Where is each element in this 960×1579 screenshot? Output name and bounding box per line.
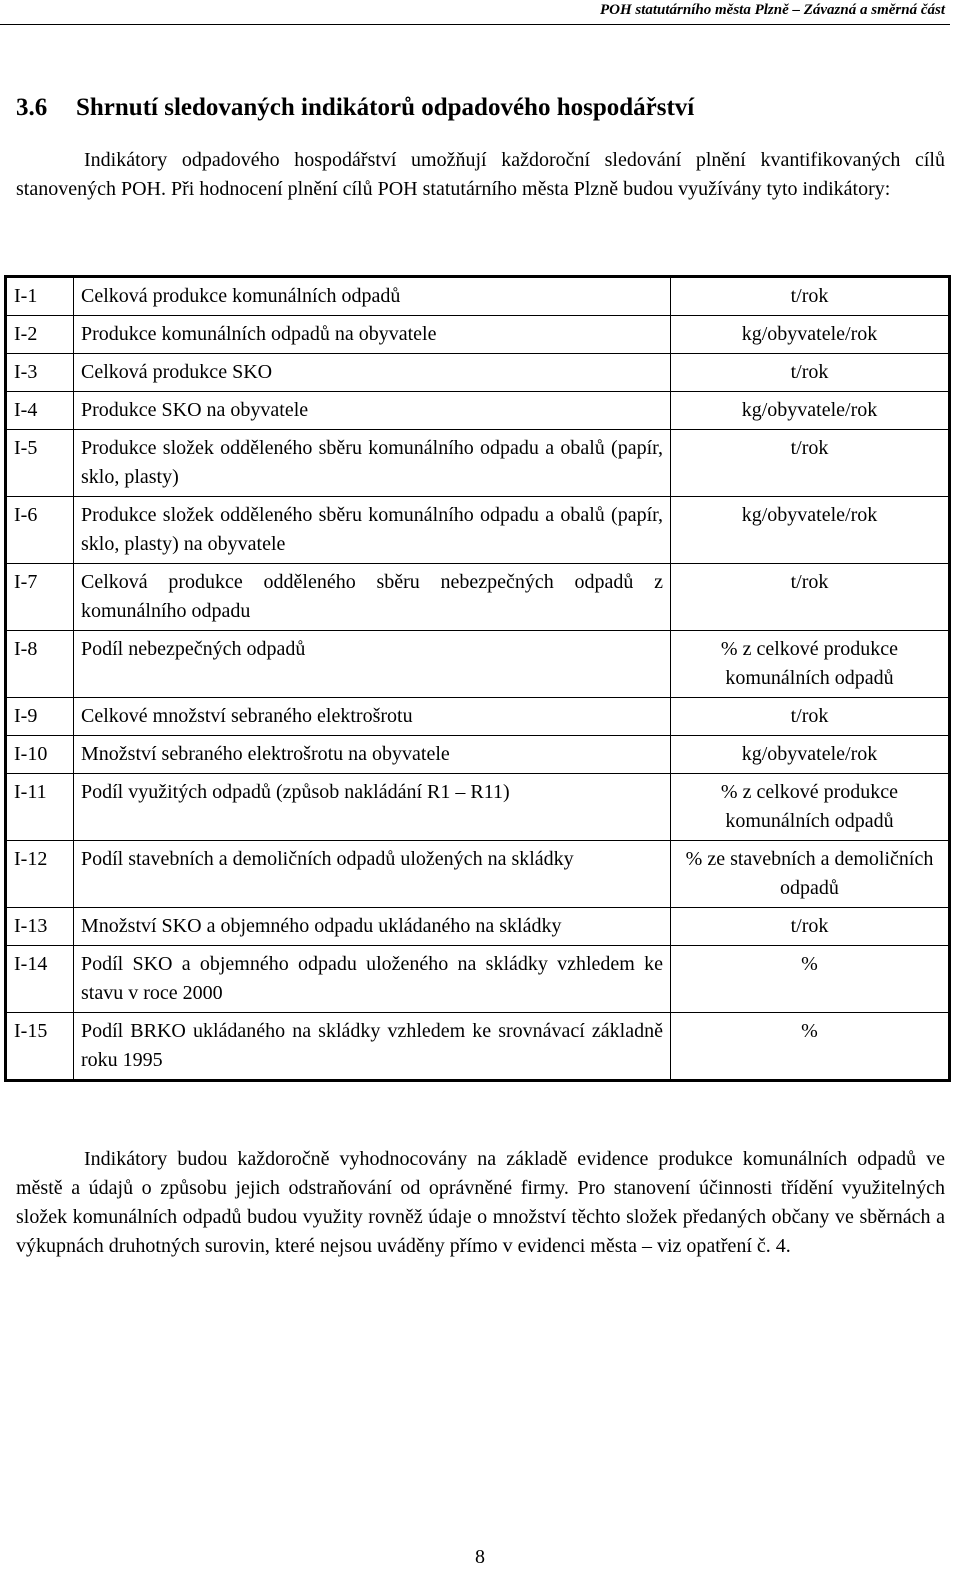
indicator-description: Produkce komunálních odpadů na obyvatele xyxy=(74,316,671,354)
indicator-code: I-1 xyxy=(6,277,74,316)
indicator-unit: kg/obyvatele/rok xyxy=(671,497,950,564)
indicator-unit: t/rok xyxy=(671,698,950,736)
indicator-code: I-11 xyxy=(6,774,74,841)
indicator-unit: % ze stavebních a demoličních odpadů xyxy=(671,841,950,908)
indicators-table xyxy=(4,275,951,1082)
indicator-row xyxy=(6,908,950,946)
indicator-row xyxy=(6,430,950,497)
indicator-unit: kg/obyvatele/rok xyxy=(671,392,950,430)
indicator-unit: kg/obyvatele/rok xyxy=(671,736,950,774)
indicator-unit: t/rok xyxy=(671,564,950,631)
indicator-code: I-3 xyxy=(6,354,74,392)
intro-paragraph xyxy=(16,146,945,204)
section-number: 3.6 xyxy=(16,94,48,121)
indicator-code: I-12 xyxy=(6,841,74,908)
indicator-unit: % z celkové produkce komunálních odpadů xyxy=(671,631,950,698)
indicator-code: I-5 xyxy=(6,430,74,497)
closing-paragraph xyxy=(16,1145,945,1261)
indicator-description: Podíl využitých odpadů (způsob nakládání R1 – R11) xyxy=(74,774,671,841)
indicator-row xyxy=(6,631,950,698)
indicator-unit: % z celkové produkce komunálních odpadů xyxy=(671,774,950,841)
indicator-description: Podíl SKO a objemného odpadu uloženého na skládky vzhledem ke stavu v roce 2000 xyxy=(74,946,671,1013)
running-header: POH statutárního města Plzně – Závazná a směrná část xyxy=(599,2,945,18)
indicator-unit: kg/obyvatele/rok xyxy=(671,316,950,354)
indicator-row xyxy=(6,392,950,430)
indicator-code: I-10 xyxy=(6,736,74,774)
indicator-unit: t/rok xyxy=(790,285,829,307)
indicator-description: Podíl nebezpečných odpadů xyxy=(74,631,671,698)
indicator-row xyxy=(6,1013,950,1081)
indicator-description: Celková produkce SKO xyxy=(74,354,671,392)
indicator-code: I-9 xyxy=(6,698,74,736)
indicator-unit: % xyxy=(671,1013,950,1081)
closing-text: Indikátory budou každoročně vyhodnocovány na základě evidence produkce komunálních odpadů ve městě a údajů o způsobu jejich odstraňování od oprávněné firmy. Pro stanovení účinnosti třídění využitelných složek komunálních odpadů budou využity rovněž údaje o množství těchto složek předaných občany ve sběrnách a výkupnách druhotných surovin, které nejsou uváděny přímo v evidenci města – viz opatření č. 4. xyxy=(16,1148,945,1257)
indicator-description: Množství sebraného elektrošrotu na obyvatele xyxy=(74,736,671,774)
indicator-row xyxy=(6,316,950,354)
indicator-row xyxy=(6,698,950,736)
indicator-description: Celková produkce komunálních odpadů xyxy=(74,277,671,316)
indicator-row xyxy=(6,497,950,564)
indicator-code: I-8 xyxy=(6,631,74,698)
indicator-row xyxy=(6,354,950,392)
indicator-description: Produkce složek odděleného sběru komunálního odpadu a obalů (papír, sklo, plasty) na obyvatele xyxy=(74,497,671,564)
section-title-text: Shrnutí sledovaných indikátorů odpadového hospodářství xyxy=(76,94,695,121)
indicator-unit: t/rok xyxy=(671,908,950,946)
indicator-row xyxy=(6,774,950,841)
indicator-code: I-7 xyxy=(6,564,74,631)
page-number: 8 xyxy=(475,1546,485,1568)
indicator-row xyxy=(6,736,950,774)
indicator-description: Produkce složek odděleného sběru komunálního odpadu a obalů (papír, sklo, plasty) xyxy=(74,430,671,497)
section-title xyxy=(16,92,694,124)
indicator-row xyxy=(6,841,950,908)
indicator-description: Podíl BRKO ukládaného na skládky vzhledem ke srovnávací základně roku 1995 xyxy=(74,1013,671,1081)
indicator-code: I-13 xyxy=(6,908,74,946)
indicator-description: Množství SKO a objemného odpadu ukládaného na skládky xyxy=(74,908,671,946)
intro-text: Indikátory odpadového hospodářství umožňují každoroční sledování plnění kvantifikovaných cílů stanovených POH. Při hodnocení plnění cílů POH statutárního města Plzně budou využívány tyto indikátory: xyxy=(16,149,945,200)
header-rule xyxy=(0,24,950,25)
indicator-description: Produkce SKO na obyvatele xyxy=(74,392,671,430)
indicator-code: I-6 xyxy=(6,497,74,564)
indicator-code: I-14 xyxy=(6,946,74,1013)
indicator-description: Celkové množství sebraného elektrošrotu xyxy=(74,698,671,736)
indicator-row xyxy=(6,277,950,316)
indicator-unit: t/rok xyxy=(671,354,950,392)
indicator-row xyxy=(6,946,950,1013)
indicator-code: I-2 xyxy=(6,316,74,354)
indicator-rows xyxy=(6,277,950,1081)
indicator-code: I-4 xyxy=(6,392,74,430)
indicator-code: I-15 xyxy=(6,1013,74,1081)
indicator-unit: % xyxy=(671,946,950,1013)
indicator-row xyxy=(6,564,950,631)
indicator-unit: t/rok xyxy=(671,430,950,497)
indicator-description: Podíl stavebních a demoličních odpadů uložených na skládky xyxy=(74,841,671,908)
indicator-description: Celková produkce odděleného sběru nebezpečných odpadů z komunálního odpadu xyxy=(74,564,671,631)
